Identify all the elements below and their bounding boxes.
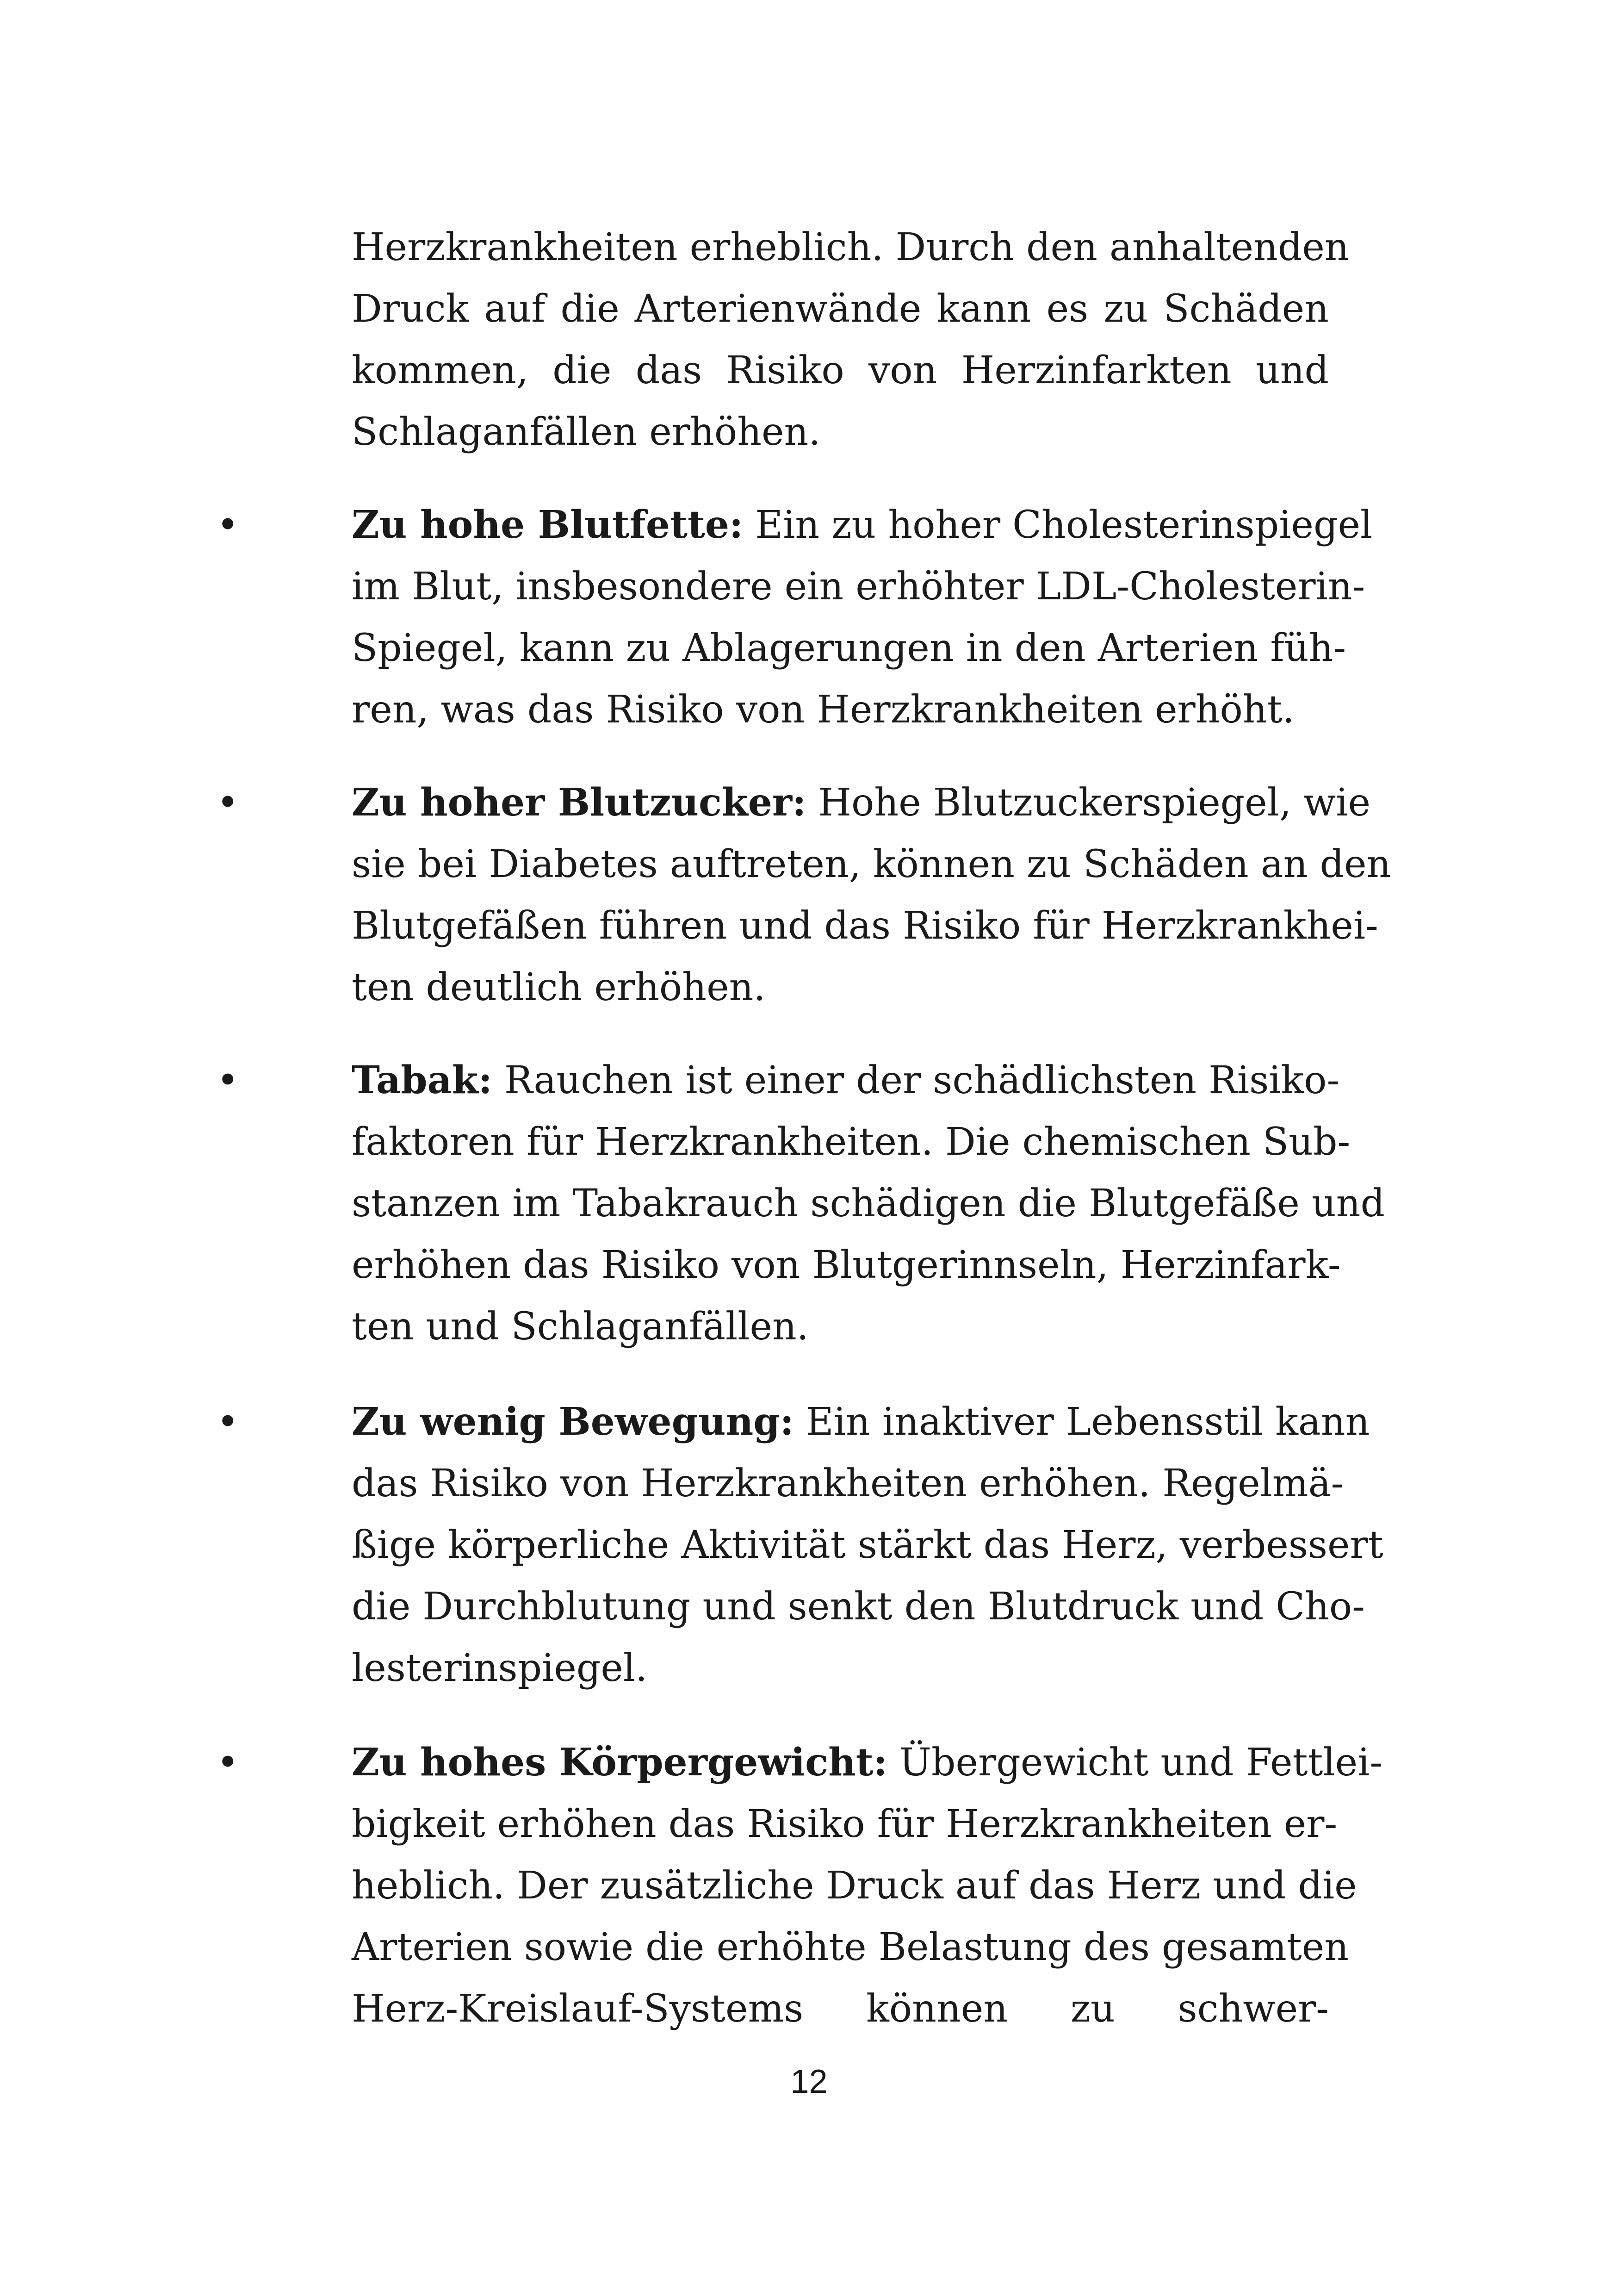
- text-line: die Durchblutung und senkt den Blutdruck und Cho-: [352, 1585, 1365, 1629]
- text-line: Schlaganfällen erhöhen.: [352, 410, 821, 454]
- text-line: Blutgefäßen führen und das Risiko für Herzkrankhei-: [352, 904, 1378, 948]
- item-heading: Zu hohes Körpergewicht:: [352, 1740, 887, 1785]
- text-line: Herzkrankheiten erheblich. Durch den anhaltenden: [352, 225, 1349, 269]
- text-line: ten und Schlaganfällen.: [352, 1305, 809, 1349]
- text-line: ten deutlich erhöhen.: [352, 965, 766, 1009]
- text-line: ren, was das Risiko von Herzkrankheiten erhöht.: [352, 688, 1295, 732]
- item-heading: Tabak:: [352, 1058, 492, 1102]
- bullet-icon: •: [217, 503, 239, 547]
- item-text: Ein zu hoher Cholesterinspiegel: [743, 503, 1373, 547]
- bullet-icon: •: [217, 1058, 239, 1102]
- continuation-paragraph: [352, 217, 1349, 463]
- item-text: Rauchen ist einer der schädlichsten Risiko-: [492, 1058, 1340, 1102]
- text-line: ßige körperliche Aktivität stärkt das Herz, verbessert: [352, 1523, 1383, 1567]
- bullet-icon: •: [217, 1400, 239, 1444]
- list-item-tabak: [352, 1050, 1385, 1357]
- text-line: [352, 1391, 1370, 1453]
- item-heading: Zu wenig Bewegung:: [352, 1400, 794, 1444]
- text-line: heblich. Der zusätzliche Druck auf das Herz und die: [352, 1864, 1357, 1908]
- page-number: 12: [790, 2063, 828, 2100]
- item-text: Ein inaktiver Lebensstil kann: [794, 1400, 1370, 1444]
- text-line: Druck auf die Arterienwände kann es zu Schäden: [352, 287, 1329, 331]
- text-line: [352, 1732, 1383, 1793]
- text-line: Spiegel, kann zu Ablagerungen in den Arterien füh-: [352, 626, 1346, 670]
- text-line: das Risiko von Herzkrankheiten erhöhen. Regelmä-: [352, 1462, 1344, 1506]
- bullet-icon: •: [217, 781, 239, 825]
- text-line: im Blut, insbesondere ein erhöhter LDL-Cholesterin-: [352, 565, 1365, 609]
- list-item-blutzucker: [352, 772, 1391, 1018]
- list-item-blutfette: [352, 494, 1373, 740]
- text-line: bigkeit erhöhen das Risiko für Herzkrankheiten er-: [352, 1802, 1338, 1846]
- item-heading: Zu hoher Blutzucker:: [352, 780, 806, 825]
- text-line: Herz-Kreislauf-Systems können zu schwer-: [352, 1987, 1329, 2031]
- text-line: erhöhen das Risiko von Blutgerinnseln, Herzinfark-: [352, 1243, 1341, 1287]
- text-line: stanzen im Tabakrauch schädigen die Blutgefäße und: [352, 1182, 1385, 1226]
- text-line: Arterien sowie die erhöhte Belastung des gesamten: [352, 1925, 1349, 1969]
- list-item-bewegung: [352, 1391, 1383, 1699]
- text-line: sie bei Diabetes auftreten, können zu Schäden an den: [352, 842, 1391, 886]
- list-item-koerpergewicht: [352, 1732, 1383, 2040]
- text-line: lesterinspiegel.: [352, 1646, 648, 1690]
- text-line: [352, 494, 1373, 556]
- text-line: faktoren für Herzkrankheiten. Die chemischen Sub-: [352, 1120, 1351, 1164]
- item-text: Hohe Blutzuckerspiegel, wie: [806, 781, 1370, 825]
- item-heading: Zu hohe Blutfette:: [352, 503, 744, 547]
- item-text: Übergewicht und Fettlei-: [887, 1741, 1383, 1785]
- text-line: [352, 772, 1370, 834]
- bullet-icon: •: [217, 1741, 239, 1785]
- text-line: [352, 1050, 1340, 1111]
- text-line: kommen, die das Risiko von Herzinfarkten und: [352, 348, 1329, 392]
